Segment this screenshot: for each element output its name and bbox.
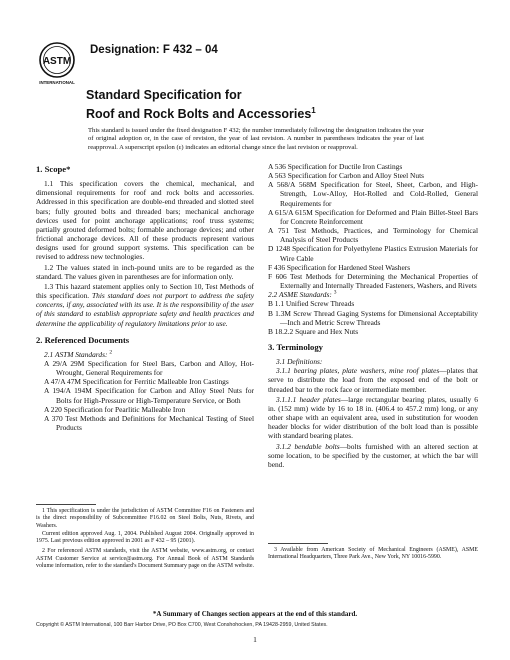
title-line-2: Roof and Rock Bolts and Accessories$^1$ <box>86 106 316 122</box>
document-title <box>86 88 426 122</box>
footnote-2: 2 For referenced ASTM standards, visit the ASTM website, www.astm.org, or contact ASTM Customer Service at service@astm.org. For Annual Book of ASTM Standards volume information, refer to the standard's Document Summary page on the ASTM website. <box>36 548 254 570</box>
reference-item: A 568/A 568M Specification for Steel, Sheet, Carbon, and High-Strength, Low-Alloy, Hot-Rolled and Cold-Rolled, General Requirements for <box>268 180 478 208</box>
footnotes-left <box>36 508 254 571</box>
designation: Designation: F 432 – 04 <box>90 44 218 56</box>
asme-standards-label: 2.2 ASME Standards: $^3$ <box>268 289 337 300</box>
standard-notice: This standard is issued under the fixed designation F 432; the number immediately following the designation indicates the year of original adoption or, in the case of revision, the year of last revision. A number in parentheses indicates the year of last reapproval. A superscript epsilon (ε) indicates an editorial change since the last revision or reapproval. <box>88 127 424 151</box>
footnote-1-edition: Current edition approved Aug. 1, 2004. Published August 2004. Originally approved in 1975. Last previous edition approved in 2001 as F 432 – 95 (2001). <box>36 530 254 545</box>
reference-item: A 563 Specification for Carbon and Alloy Steel Nuts <box>268 171 424 181</box>
reference-item: A 220 Specification for Pearlitic Malleable Iron <box>44 404 186 414</box>
referenced-docs-heading: 2. Referenced Documents <box>36 334 130 345</box>
reference-item: F 436 Specification for Hardened Steel Washers <box>268 262 411 272</box>
summary-of-changes-note: *A Summary of Changes section appears at the end of this standard. <box>152 610 358 618</box>
asme-reference-item: B 18.2.2 Square and Hex Nuts <box>268 326 359 336</box>
terminology-heading: 3. Terminology <box>268 341 323 352</box>
astm-standards-label: 2.1 ASTM Standards: $^2$ <box>44 349 113 359</box>
page-number: 1 <box>253 635 257 644</box>
reference-item: D 1248 Specification for Polyethylene Plastics Extrusion Materials for Wire Cable <box>268 244 478 263</box>
definition-3-1-1: 3.1.1 bearing plates, plate washers, mine roof plates—plates that serve to distribute the load from the exposed end of the bolt or threaded bar to the rock face or intermediate member. <box>268 366 478 394</box>
left-column <box>36 162 254 432</box>
scope-1-3: 1.3 This hazard statement applies only to Section 10, Test Methods of this specification. This standard does not purport to address the safety concerns, if any, associated with its use. It is the responsibility of the user of this standard to establish appropriate safety and health practices and determine the applicability of regulatory limitations prior to use. <box>36 281 254 328</box>
scope-heading: 1. Scope* <box>36 164 71 174</box>
scope-1-1: 1.1 This specification covers the chemical, mechanical, and dimensional requirements for roof and rock bolts and accessories. Addressed in this specification are double-end threaded and slotted steel bars; fully grouted bolts and threaded bars; mechanical anchorage devices used for point anchorage applications; roof truss systems; partially grouted deformed bolts; formable anchorage devices; and other frictional anchorage devices. All of these products represent various designs used for ground support systems. This specification can be revised to address new technologies. <box>36 179 254 262</box>
footnote-rule-right <box>268 543 328 544</box>
footnote-3: 3 Available from American Society of Mechanical Engineers (ASME), ASME International Headquarters, Three Park Ave., New York, NY 10016-5990. <box>268 547 478 561</box>
footnote-1: 1 This specification is under the jurisdiction of ASTM Committee F16 on Fasteners and is the direct responsibility of Subcommittee F16.02 on Steel Bolts, Nuts, Rivets, and Washers. <box>36 508 254 529</box>
reference-item: A 536 Specification for Ductile Iron Castings <box>268 162 403 171</box>
right-column <box>268 162 478 470</box>
logo-text: ASTM <box>42 56 72 67</box>
title-line-1: Standard Specification for <box>86 88 242 102</box>
reference-item: A 370 Test Methods and Definitions for Mechanical Testing of Steel Products <box>44 413 254 433</box>
title-footnote-mark: 1 <box>311 106 316 115</box>
logo-subtext: INTERNATIONAL <box>39 80 75 85</box>
copyright-line: Copyright © ASTM International, 100 Barr Harbor Drive, PO Box C700, West Conshohocken, PA 19428-2959, United States. <box>36 622 328 628</box>
reference-item: A 29/A 29M Specification for Steel Bars, Carbon and Alloy, Hot-Wrought, General Requirements for <box>44 358 254 378</box>
astm-logo <box>36 40 78 86</box>
reference-item: A 194/A 194M Specification for Carbon and Alloy Steel Nuts for Bolts for High-Pressure or High-Temperature Service, or Both <box>44 386 254 405</box>
definition-3-1-1-1: 3.1.1.1 header plates—large rectangular bearing plates, usually 6 in. (152 mm) wide by 16 to 18 in. (406.4 to 457.2 mm) long, or any other shape with an equivalent area, used in substitution for wooden header blocks for wider distribution of the bolt load than is possible with standard bearing plates. <box>268 394 479 441</box>
footnotes-right <box>268 547 478 563</box>
asme-reference-item: B 1.1 Unified Screw Threads <box>268 299 355 309</box>
asme-reference-item: B 1.3M Screw Thread Gaging Systems for Dimensional Acceptability—Inch and Metric Screw Threads <box>268 308 478 327</box>
reference-item: F 606 Test Methods for Determining the Mechanical Properties of Externally and Internally Threaded Fasteners, Washers, and Rivets <box>268 271 478 291</box>
definition-3-1-2: 3.1.2 bendable bolts—bolts furnished with an altered section at some location, to be specified by the customer, at which the bar will bend. <box>268 441 478 469</box>
definitions-label: 3.1 Definitions: <box>276 357 323 367</box>
scope-1-2: 1.2 The values stated in inch-pound units are to be regarded as the standard. The values given in parentheses are for information only. <box>36 262 254 281</box>
reference-item: A 47/A 47M Specification for Ferritic Malleable Iron Castings <box>44 377 229 387</box>
footnote-rule-left <box>36 504 96 505</box>
reference-item: A 615/A 615M Specification for Deformed and Plain Billet-Steel Bars for Concrete Reinforcement <box>268 207 478 226</box>
reference-item: A 751 Test Methods, Practices, and Terminology for Chemical Analysis of Steel Products <box>268 226 478 245</box>
